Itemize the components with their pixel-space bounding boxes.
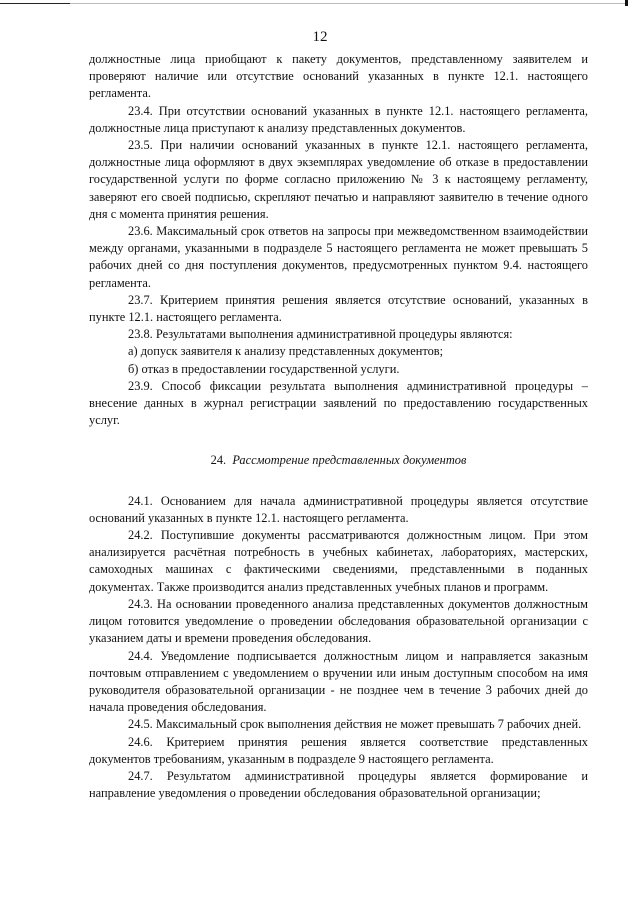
scan-edge-line bbox=[0, 3, 640, 5]
paragraph-24-5: 24.5. Максимальный срок выполнения действия не может превышать 7 рабочих дней. bbox=[128, 717, 582, 732]
paragraph-23-4: 23.4. При отсутствии оснований указанных в пункте 12.1. настоящего регламента, должностные лица приступают к анализу представленных документов. bbox=[89, 103, 588, 135]
paragraph-24-3: 24.3. На основании проведенного анализа представленных документов должностным лицом готовится уведомление о проведении обследования образовательной организации с указанием даты и времени проведения обследования. bbox=[89, 596, 588, 646]
paragraph-23-8: 23.8. Результатами выполнения административной процедуры являются: bbox=[128, 327, 513, 342]
paragraph-23-6: 23.6. Максимальный срок ответов на запросы при межведомственном взаимодействии между органами, указанными в подразделе 5 настоящего регламента не может превышать 5 рабочих дней со дня поступления документов, предусмотренных пунктом 9.4. настоящего регламента. bbox=[89, 224, 588, 290]
document-body bbox=[89, 51, 588, 802]
paragraph-continuation: должностные лица приобщают к пакету документов, представленному заявителем и проверяют наличие или отсутствие оснований указанных в пункте 12.1. настоящего регламента. bbox=[89, 52, 588, 101]
paragraph-23-7: 23.7. Критерием принятия решения является отсутствие оснований, указанных в пункте 12.1. настоящего регламента. bbox=[89, 292, 588, 325]
paragraph-24-4: 24.4. Уведомление подписывается должностным лицом и направляется заказным почтовым отправлением с уведомлением о вручении или иным доступным способом на имя руководителя образовательной организации - не позднее чем в течение 3 рабочих дней до начала проведения обследования. bbox=[89, 648, 588, 715]
paragraph-24-6: 24.6. Критерием принятия решения является соответствие представленных документов требованиям, указанным в подразделе 9 настоящего регламента. bbox=[89, 734, 588, 766]
paragraph-24-1: 24.1. Основанием для начала административной процедуры является отсутствие оснований указанных в пункте 12.1. настоящего регламента. bbox=[89, 493, 588, 525]
list-item-b: б) отказ в предоставлении государственной услуги. bbox=[128, 361, 400, 376]
page-number: 12 bbox=[312, 29, 328, 45]
section-heading-number: 24. bbox=[210, 453, 227, 468]
paragraph-24-2: 24.2. Поступившие документы рассматриваются должностным лицом. При этом анализируется расчётная потребность в учебных кабинетах, лабораториях, мастерских, самоходных машинах с фактическими сведениями, представленными в поданных документах. Также производится анализ представленных учебных планов и программ. bbox=[89, 528, 588, 594]
list-item-a: а) допуск заявителя к анализу представленных документов; bbox=[128, 344, 444, 359]
section-heading-24 bbox=[89, 452, 588, 469]
section-heading-title: Рассмотрение представленных документов bbox=[232, 453, 467, 468]
paragraph-23-5: 23.5. При наличии оснований указанных в пункте 12.1. настоящего регламента, должностные лица оформляют в двух экземплярах уведомление об отказе в предоставлении государственной услуги по форме согласно приложению № 3 к настоящему регламенту, заверяют его своей подписью, скрепляют печатью и направляют заявителю в течение одного дня с момента принятия решения. bbox=[89, 138, 588, 221]
paragraph-24-7: 24.7. Результатом административной процедуры является формирование и направление уведомления о проведении обследования образовательной организации; bbox=[89, 768, 588, 801]
paragraph-23-9: 23.9. Способ фиксации результата выполнения административной процедуры – внесение данных в журнал регистрации заявлений по предоставлению государственных услуг. bbox=[89, 378, 588, 428]
